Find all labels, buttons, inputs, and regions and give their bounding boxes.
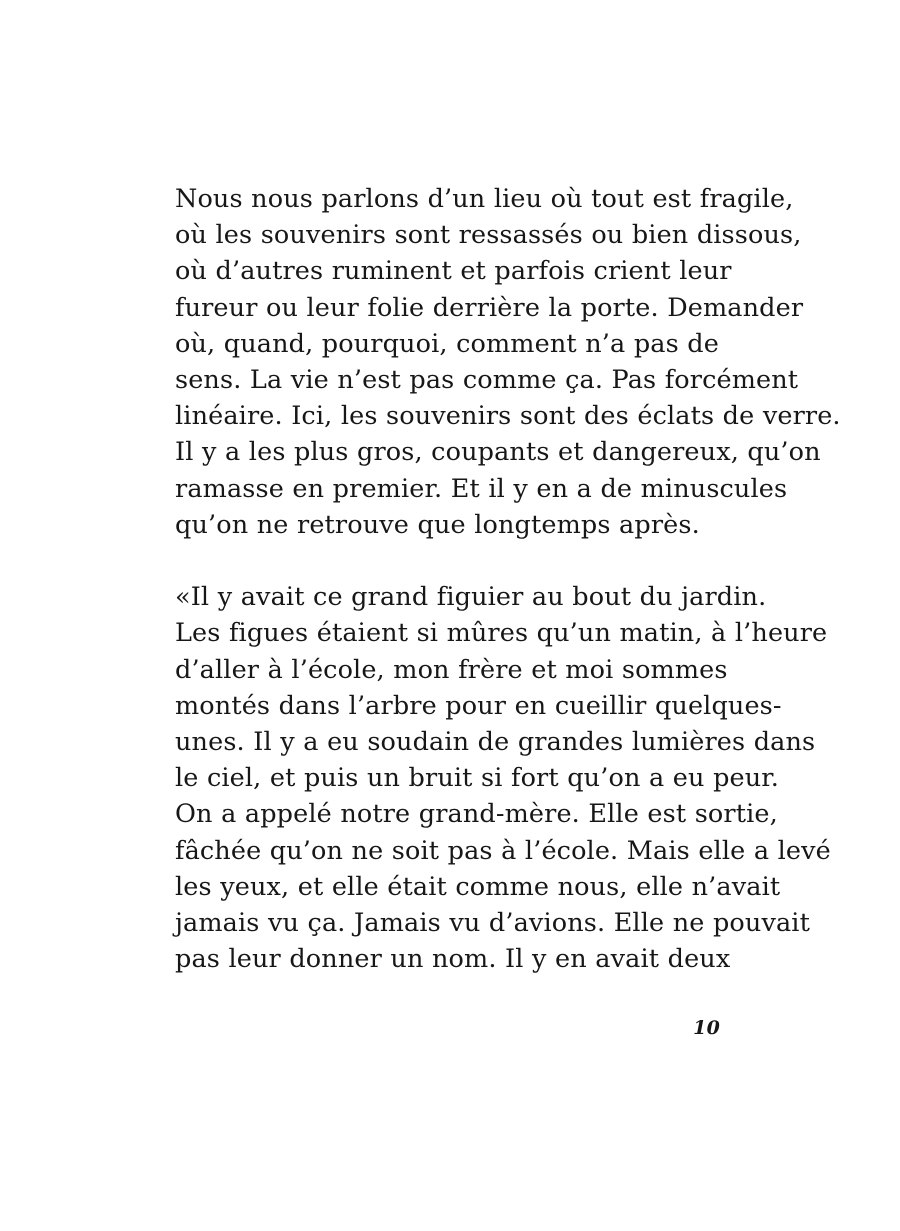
page-text-block <box>175 181 841 977</box>
text-line: fâchée qu’on ne soit pas à l’école. Mais elle a levé <box>175 835 831 866</box>
text-line: «Il y avait ce grand figuier au bout du jardin. <box>175 582 767 613</box>
text-line: Les figues étaient si mûres qu’un matin, à l’heure <box>175 618 828 649</box>
text-line: d’aller à l’école, mon frère et moi sommes <box>175 654 728 685</box>
text-line: fureur ou leur folie derrière la porte. Demander <box>175 292 804 323</box>
text-line: Nous nous parlons d’un lieu où tout est fragile, <box>175 184 794 214</box>
text-line: les yeux, et elle était comme nous, elle n’avait <box>175 871 781 902</box>
text-line: unes. Il y a eu soudain de grandes lumières dans <box>175 727 816 758</box>
paragraph-quotation <box>175 579 831 977</box>
text-line: linéaire. Ici, les souvenirs sont des éclats de verre. <box>175 401 841 432</box>
text-line: où, quand, pourquoi, comment n’a pas de <box>175 328 719 359</box>
text-line: On a appelé notre grand-mère. Elle est sortie, <box>175 799 778 830</box>
text-line: le ciel, et puis un bruit si fort qu’on a eu peur. <box>175 763 780 794</box>
text-line: où les souvenirs sont ressassés ou bien dissous, <box>175 220 802 251</box>
text-line: ramasse en premier. Et il y en a de minuscules <box>175 473 788 504</box>
text-line: où d’autres ruminent et parfois crient leur <box>175 256 732 287</box>
text-line: sens. La vie n’est pas comme ça. Pas forcément <box>175 365 799 396</box>
text-line: pas leur donner un nom. Il y en avait deux <box>175 944 731 975</box>
text-line: montés dans l’arbre pour en cueillir quelques- <box>175 690 782 721</box>
text-line: qu’on ne retrouve que longtemps après. <box>175 509 700 540</box>
paragraph-narration <box>175 181 841 543</box>
text-line: jamais vu ça. Jamais vu d’avions. Elle ne pouvait <box>175 908 810 939</box>
text-line: Il y a les plus gros, coupants et dangereux, qu’on <box>175 437 821 468</box>
page-number: 10 <box>693 1017 720 1039</box>
